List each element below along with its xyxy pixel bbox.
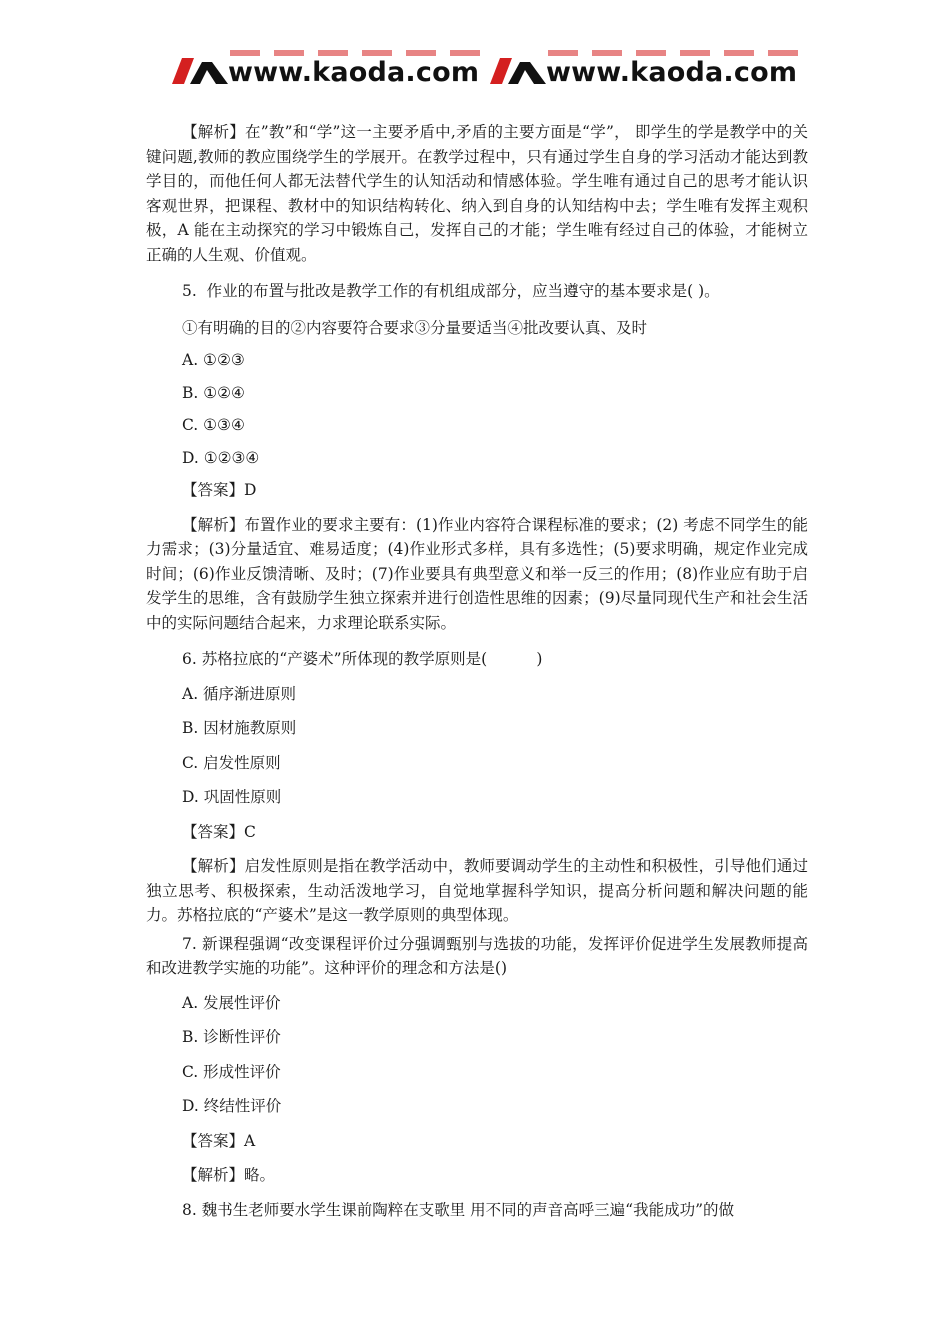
answer-7: 【答案】A: [182, 1131, 256, 1150]
site-logo[interactable]: [170, 48, 490, 92]
analysis-7: 【解析】略。: [182, 1166, 276, 1184]
option-a: A. 发展性评价: [182, 993, 281, 1012]
option-c: C. 形成性评价: [182, 1062, 281, 1081]
question-items-5: ①有明确的目的②内容要符合要求③分量要适当④批改要认真、及时: [182, 318, 648, 337]
analysis-6: 【解析】启发性原则是指在教学活动中，教师要调动学生的主动性和积极性，引导他们通过独立思考、积极探索，生动活泼地学习，自觉地掌握科学知识，提高分析问题和解决问题的能力。苏格拉底的“产婆术”是这一教学原则的典型体现。: [146, 857, 808, 924]
logo-icon: [172, 56, 228, 84]
analysis-paragraph: 【解析】在”教”和“学”这一主要矛盾中,矛盾的主要方面是“学”， 即学生的学是教学中的关键问题,教师的教应围绕学生的学展开。在教学过程中，只有通过学生自身的学习活动才能达到教学目的，而他任何人都无法替代学生的认知活动和情感体验。学生唯有通过自己的思考才能认识客观世界，把课程、教材中的知识结构转化、纳入到自身的认知结构中去；学生唯有发挥主观积极，A 能在主动探究的学习中锻炼自己，发挥自己的才能；学生唯有经过自己的体验，才能树立正确的人生观、价值观。: [146, 123, 808, 264]
logo-banner-strip: [230, 50, 480, 56]
option-a: A. 循序渐进原则: [182, 684, 297, 703]
option-c: C. 启发性原则: [182, 753, 281, 772]
option-d: D. ①②③④: [182, 448, 260, 467]
answer-5: 【答案】D: [182, 481, 257, 499]
option-b: B. 因材施教原则: [182, 719, 297, 737]
question-stem-8: 8. 魏书生老师要水学生课前陶粹在支歌里 用不同的声音高呼三遍“我能成功”的做: [182, 1200, 734, 1219]
logo-banner-strip: [548, 50, 798, 56]
question-stem-5: 5. 作业的布置与批改是教学工作的有机组成部分，应当遵守的基本要求是( )。: [182, 282, 720, 300]
site-logo-repeat[interactable]: [488, 48, 808, 92]
question-stem-6: 6. 苏格拉底的“产婆术”所体现的教学原则是( ): [182, 650, 543, 668]
answer-6: 【答案】C: [182, 822, 256, 841]
logo-icon: [490, 56, 546, 84]
option-b: B. ①②④: [182, 383, 245, 402]
analysis-5: 【解析】布置作业的要求主要有：(1)作业内容符合课程标准的要求；(2) 考虑不同学生的能力需求；(3)分量适宜、难易适度；(4)作业形式多样，具有多选性；(5)要求明确，规定作业完成时间；(6)作业反馈清晰、及时；(7)作业要具有典型意义和举一反三的作用；(8)作业应有助于启发学生的思维，含有鼓励学生独立探索并进行创造性思维的因素；(9)尽量同现代生产和社会生活中的实际问题结合起来，力求理论联系实际。: [146, 515, 808, 632]
option-d: D. 终结性评价: [182, 1097, 282, 1115]
site-url-text: www.kaoda.com: [546, 57, 798, 88]
option-a: A. ①②③: [182, 351, 245, 369]
option-c: C. ①③④: [182, 416, 245, 434]
question-stem-7: 7. 新课程强调“改变课程评价过分强调甄别与选拔的功能，发挥评价促进学生发展教师提高和改进教学实施的功能”。这种评价的理念和方法是(): [146, 934, 808, 977]
document-body: [146, 120, 808, 1222]
option-b: B. 诊断性评价: [182, 1028, 281, 1046]
page-header: [170, 48, 810, 92]
option-d: D. 巩固性原则: [182, 788, 282, 806]
site-url-text: www.kaoda.com: [228, 57, 480, 88]
